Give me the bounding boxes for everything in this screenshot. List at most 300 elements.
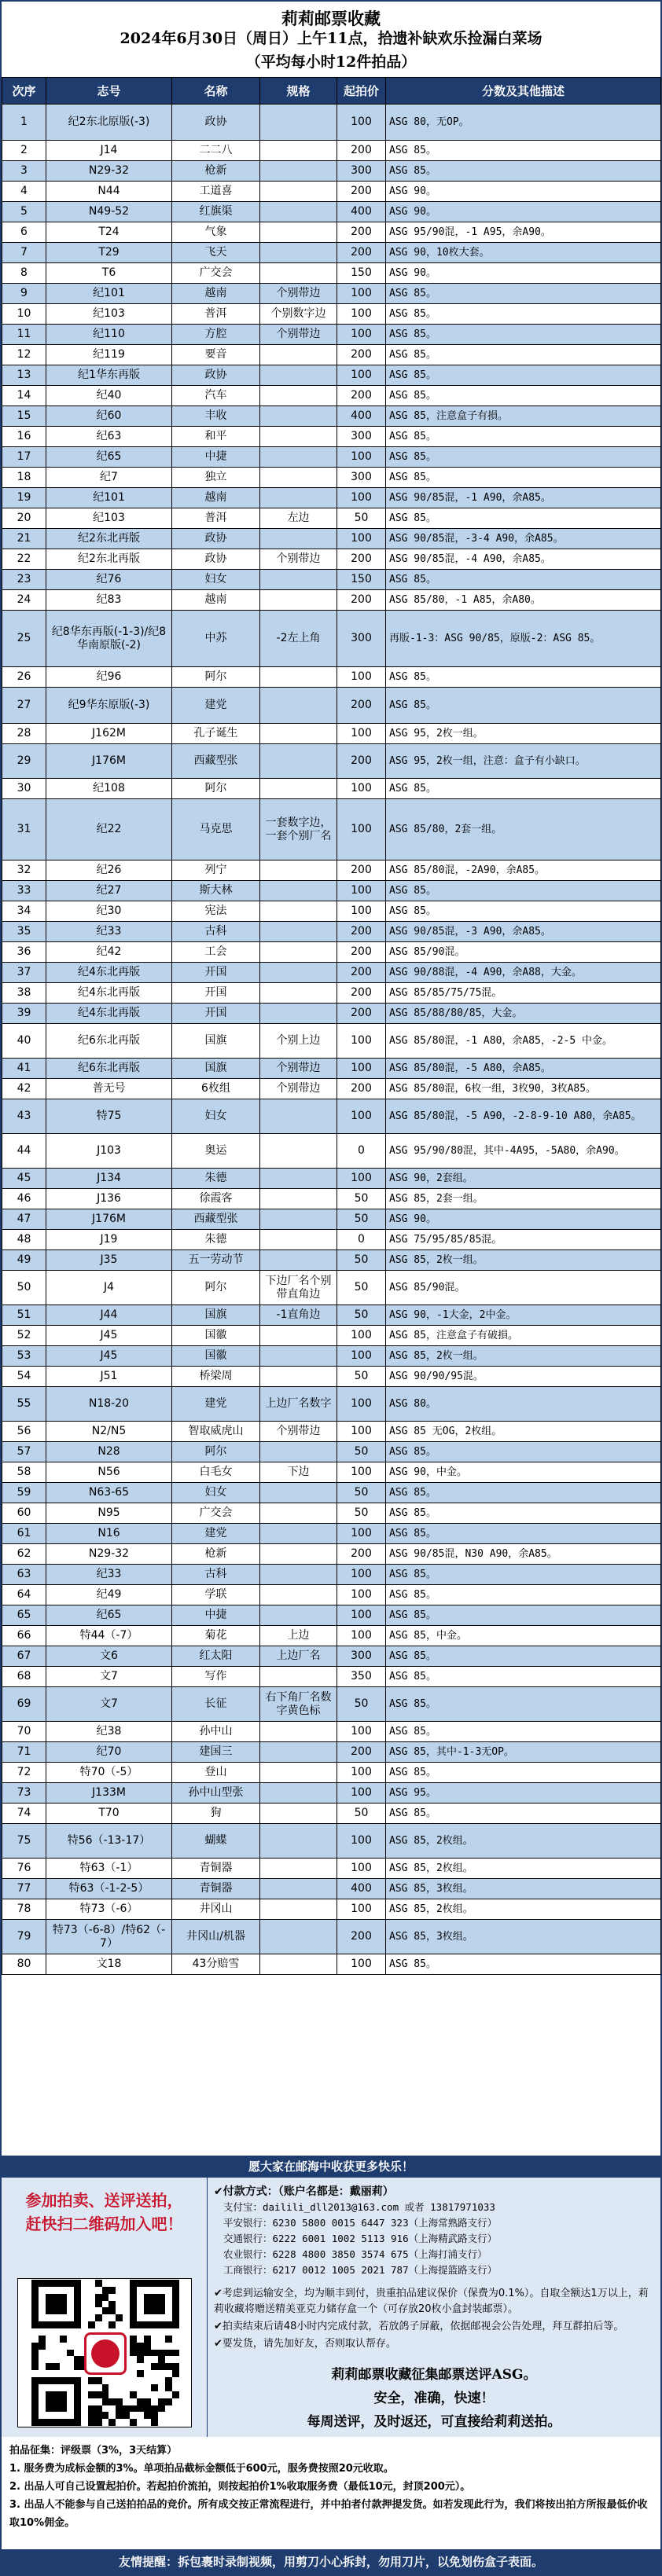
qr-module: [137, 2280, 144, 2287]
lot-start-price: 100: [337, 1954, 386, 1975]
lot-start-price: 0: [337, 1134, 386, 1169]
lot-spec: [260, 901, 337, 922]
table-row: [2, 427, 661, 447]
lot-code: 纪30: [46, 901, 172, 922]
qr-module: [151, 2321, 158, 2328]
lot-number: 57: [2, 1442, 46, 1462]
table-row: [2, 1503, 661, 1524]
lot-name: 阿尔: [172, 1271, 260, 1305]
lot-number: 30: [2, 779, 46, 799]
lot-spec: [260, 1099, 337, 1134]
lot-description: ASG 95/90混，-1 A95，余A90。: [386, 222, 661, 243]
qr-module: [60, 2405, 67, 2413]
lot-description: ASG 85。: [386, 468, 661, 488]
table-row: [2, 744, 661, 779]
qr-module: [88, 2321, 95, 2328]
qr-module: [108, 2419, 116, 2426]
lot-code: J4: [46, 1271, 172, 1305]
lot-spec: [260, 570, 337, 590]
lot-number: 55: [2, 1387, 46, 1422]
qr-module: [46, 2405, 53, 2413]
qr-module: [67, 2280, 74, 2287]
lot-code: 特70（-5）: [46, 1763, 172, 1783]
lot-name: 广交会: [172, 1503, 260, 1524]
lot-description: ASG 85，2枚一组。: [386, 1250, 661, 1271]
lot-start-price: 100: [337, 1524, 386, 1544]
lot-number: 15: [2, 406, 46, 427]
table-row: [2, 386, 661, 406]
qr-module: [95, 2280, 102, 2287]
qr-module: [108, 2321, 116, 2328]
lot-code: 特73（-6）: [46, 1899, 172, 1920]
lot-description: ASG 75/95/85/85混。: [386, 1230, 661, 1250]
lot-description: ASG 85。: [386, 779, 661, 799]
lot-start-price: 100: [337, 1626, 386, 1646]
lot-description: ASG 85。: [386, 688, 661, 724]
lot-start-price: 200: [337, 1920, 386, 1954]
table-row: [2, 1250, 661, 1271]
lot-description: ASG 85。: [386, 386, 661, 406]
lot-spec: [260, 983, 337, 1004]
lot-name: 井冈山: [172, 1899, 260, 1920]
lot-code: 纪26: [46, 861, 172, 881]
qr-module: [31, 2363, 39, 2370]
lot-description: ASG 85。: [386, 881, 661, 901]
lot-start-price: 100: [337, 1899, 386, 1920]
lot-description: ASG 85。: [386, 1483, 661, 1503]
qr-module: [144, 2294, 151, 2301]
lot-description: ASG 85/80混，-5 A80，余A85。: [386, 1059, 661, 1079]
table-row: [2, 1422, 661, 1442]
lot-description: ASG 85/80，2套一组。: [386, 799, 661, 861]
lot-start-price: 200: [337, 222, 386, 243]
lot-code: 纪40: [46, 386, 172, 406]
table-row: [2, 1004, 661, 1024]
qr-module: [130, 2301, 137, 2308]
lot-name: 43分赔雪: [172, 1954, 260, 1975]
lot-code: 纪22: [46, 799, 172, 861]
lot-number: 59: [2, 1483, 46, 1503]
lot-spec: [260, 141, 337, 161]
lot-number: 79: [2, 1920, 46, 1954]
lot-description: ASG 85/85/75/75混。: [386, 983, 661, 1004]
lot-start-price: 100: [337, 1585, 386, 1605]
table-row: [2, 1230, 661, 1250]
lot-number: 71: [2, 1742, 46, 1763]
qr-module: [74, 2321, 81, 2328]
qr-module: [74, 2314, 81, 2321]
lot-start-price: 50: [337, 1305, 386, 1326]
lot-number: 67: [2, 1646, 46, 1667]
lot-name: 马克思: [172, 799, 260, 861]
lot-start-price: 200: [337, 688, 386, 724]
qr-module: [116, 2314, 123, 2321]
lot-code: 纪4东北再版: [46, 983, 172, 1004]
qr-module: [137, 2370, 144, 2377]
lot-spec: [260, 942, 337, 963]
lot-number: 42: [2, 1079, 46, 1099]
lot-code: 纪9华东原版(-3): [46, 688, 172, 724]
table-row: [2, 1646, 661, 1667]
qr-module: [130, 2287, 137, 2294]
qr-module: [31, 2280, 39, 2287]
qr-module: [130, 2419, 137, 2426]
qr-module: [88, 2405, 95, 2413]
lot-name: 井冈山/机器: [172, 1920, 260, 1954]
table-row: [2, 1462, 661, 1483]
lot-start-price: 100: [337, 1099, 386, 1134]
lot-spec: -1直角边: [260, 1305, 337, 1326]
lot-number: 34: [2, 901, 46, 922]
lot-spec: 上边: [260, 1626, 337, 1646]
lot-code: 纪4东北再版: [46, 963, 172, 983]
lot-spec: [260, 263, 337, 284]
lot-code: T24: [46, 222, 172, 243]
column-header: 分数及其他描述: [386, 78, 661, 105]
lot-number: 38: [2, 983, 46, 1004]
lot-code: 纪70: [46, 1742, 172, 1763]
lot-code: N16: [46, 1524, 172, 1544]
table-row: [2, 799, 661, 861]
page-subtitle: 2024年6月30日（周日）上午11点，拾遗补缺欢乐捡漏白菜场: [120, 30, 542, 47]
lot-number: 68: [2, 1667, 46, 1687]
lot-start-price: 100: [337, 1422, 386, 1442]
lot-description: ASG 85，其中-1-3无OP。: [386, 1742, 661, 1763]
lot-number: 45: [2, 1169, 46, 1189]
lot-spec: [260, 1004, 337, 1024]
lot-name: 建党: [172, 1387, 260, 1422]
lot-name: 要音: [172, 345, 260, 365]
promo-section: [2, 2178, 660, 2437]
lot-number: 61: [2, 1524, 46, 1544]
qr-module: [74, 2280, 81, 2287]
lot-spec: 上边厂名: [260, 1646, 337, 1667]
lot-spec: [260, 447, 337, 468]
lot-spec: [260, 1189, 337, 1209]
payment-row: 支付宝：dailili_dll2013@163.com 或者 13817971033: [223, 2201, 495, 2213]
table-row: [2, 1899, 661, 1920]
qr-module: [102, 2398, 109, 2405]
lot-code: 纪83: [46, 590, 172, 611]
lot-spec: [260, 1667, 337, 1687]
lot-spec: 个别带边: [260, 1422, 337, 1442]
qr-module: [102, 2391, 109, 2398]
lot-name: 中捷: [172, 447, 260, 468]
lot-number: 7: [2, 243, 46, 263]
qr-module: [74, 2377, 81, 2384]
lot-code: J136: [46, 1189, 172, 1209]
lot-start-price: 200: [337, 1079, 386, 1099]
lot-number: 31: [2, 799, 46, 861]
qr-module: [108, 2301, 116, 2308]
lot-description: ASG 85，2枚组。: [386, 1859, 661, 1879]
lot-start-price: 400: [337, 406, 386, 427]
lot-spec: [260, 345, 337, 365]
lot-description: ASG 85，中金。: [386, 1626, 661, 1646]
qr-module: [95, 2314, 102, 2321]
lot-number: 21: [2, 529, 46, 549]
lot-number: 29: [2, 744, 46, 779]
lot-code: T29: [46, 243, 172, 263]
lot-code: 纪76: [46, 570, 172, 590]
qr-module: [31, 2412, 39, 2419]
lot-description: ASG 85。: [386, 1722, 661, 1742]
slogan-line: 莉莉邮票收藏征集邮票送评ASG。: [331, 2367, 537, 2383]
column-header: 起拍价: [337, 78, 386, 105]
lot-name: 气象: [172, 222, 260, 243]
lot-code: 纪7: [46, 468, 172, 488]
lot-start-price: 50: [337, 1804, 386, 1824]
lot-description: ASG 85/80，-1 A85，余A80。: [386, 590, 661, 611]
lot-spec: 下边厂名个别带直角边: [260, 1271, 337, 1305]
lot-description: ASG 85。: [386, 304, 661, 325]
table-row: [2, 488, 661, 508]
table-row: [2, 1783, 661, 1804]
lot-spec: 个别带边: [260, 549, 337, 570]
lot-code: J176M: [46, 744, 172, 779]
lot-name: 长征: [172, 1687, 260, 1722]
qr-module: [116, 2405, 123, 2413]
qr-module: [46, 2398, 53, 2405]
lot-start-price: 50: [337, 1483, 386, 1503]
lot-start-price: 100: [337, 799, 386, 861]
lot-start-price: 200: [337, 1004, 386, 1024]
qr-module: [151, 2294, 158, 2301]
qr-module: [60, 2419, 67, 2426]
table-row: [2, 1099, 661, 1134]
lot-number: 48: [2, 1230, 46, 1250]
lot-start-price: 200: [337, 1742, 386, 1763]
lot-code: J45: [46, 1346, 172, 1367]
lot-number: 12: [2, 345, 46, 365]
lot-code: 特63（-1-2-5）: [46, 1879, 172, 1899]
qr-module: [108, 2287, 116, 2294]
lot-code: 文7: [46, 1667, 172, 1687]
lot-code: 纪2东北再版: [46, 549, 172, 570]
qr-module: [137, 2398, 144, 2405]
qr-module: [137, 2343, 144, 2350]
lot-code: 文18: [46, 1954, 172, 1975]
qr-module: [88, 2377, 95, 2384]
lot-number: 63: [2, 1565, 46, 1585]
lot-start-price: 100: [337, 1059, 386, 1079]
lot-code: J134: [46, 1169, 172, 1189]
lot-start-price: 300: [337, 1646, 386, 1667]
lot-spec: [260, 1169, 337, 1189]
lot-code: J45: [46, 1326, 172, 1346]
lot-start-price: 100: [337, 1824, 386, 1859]
qr-module: [137, 2356, 144, 2363]
lot-code: 纪33: [46, 1565, 172, 1585]
table-row: [2, 1209, 661, 1230]
qr-module: [74, 2405, 81, 2413]
qr-module: [130, 2280, 137, 2287]
qr-module: [172, 2370, 179, 2377]
qr-module: [53, 2391, 60, 2398]
qr-module: [67, 2377, 74, 2384]
promo-line: 参加拍卖、送评送拍，: [25, 2191, 183, 2210]
table-row: [2, 1305, 661, 1326]
lot-start-price: 400: [337, 1879, 386, 1899]
qr-module: [53, 2377, 60, 2384]
lot-code: J162M: [46, 724, 172, 744]
lot-number: 22: [2, 549, 46, 570]
lot-spec: [260, 1783, 337, 1804]
lot-code: 纪65: [46, 1605, 172, 1626]
lot-number: 14: [2, 386, 46, 406]
qr-module: [53, 2280, 60, 2287]
table-row: [2, 284, 661, 304]
qr-module: [31, 2356, 39, 2363]
lot-name: 广交会: [172, 263, 260, 284]
lot-description: ASG 85/80混，-1 A80，余A85，-2-5 中金。: [386, 1024, 661, 1059]
table-row: [2, 529, 661, 549]
lot-description: ASG 85。: [386, 1763, 661, 1783]
qr-module: [102, 2412, 109, 2419]
lot-start-price: 200: [337, 549, 386, 570]
lot-start-price: 100: [337, 724, 386, 744]
lot-start-price: 0: [337, 1230, 386, 1250]
qr-module: [172, 2363, 179, 2370]
qr-code[interactable]: [17, 2278, 192, 2427]
lot-spec: [260, 182, 337, 202]
lot-number: 72: [2, 1763, 46, 1783]
rules-item: 3. 出品人不能参与自己送拍拍品的竞价。所有成交按正常流程进行，并中拍者付款押提发货。如若发现此行为，我们将按出拍方所报最低价收取10%佣金。: [9, 2499, 648, 2529]
lot-spec: [260, 222, 337, 243]
lot-description: ASG 85。: [386, 901, 661, 922]
lot-name: 桥梁周: [172, 1367, 260, 1387]
lot-name: 政协: [172, 365, 260, 386]
lot-number: 49: [2, 1250, 46, 1271]
lot-description: ASG 90/85混，-3 A90，余A85。: [386, 922, 661, 942]
table-row: [2, 1824, 661, 1859]
lot-spec: [260, 1859, 337, 1879]
lot-start-price: 50: [337, 1189, 386, 1209]
lot-number: 73: [2, 1783, 46, 1804]
lot-description: ASG 85。: [386, 345, 661, 365]
lot-spec: [260, 779, 337, 799]
qr-module: [74, 2301, 81, 2308]
lot-number: 52: [2, 1326, 46, 1346]
table-row: [2, 1954, 661, 1975]
qr-module: [172, 2307, 179, 2314]
lot-start-price: 100: [337, 1763, 386, 1783]
lot-name: 阿尔: [172, 1442, 260, 1462]
qr-logo-icon: [84, 2332, 127, 2375]
qr-module: [172, 2350, 179, 2357]
qr-module: [158, 2280, 165, 2287]
qr-module: [46, 2363, 53, 2370]
lots-table: [2, 77, 661, 1975]
lot-name: 汽车: [172, 386, 260, 406]
table-row: [2, 1169, 661, 1189]
qr-module: [31, 2350, 39, 2357]
qr-module: [53, 2419, 60, 2426]
lot-code: 特44（-7）: [46, 1626, 172, 1646]
lot-start-price: 200: [337, 922, 386, 942]
lot-spec: [260, 1524, 337, 1544]
lot-number: 69: [2, 1687, 46, 1722]
lot-name: 红旗渠: [172, 202, 260, 222]
lot-spec: 个别带边: [260, 325, 337, 345]
lot-number: 65: [2, 1605, 46, 1626]
table-row: [2, 667, 661, 688]
lot-start-price: 200: [337, 141, 386, 161]
qr-module: [31, 2301, 39, 2308]
qr-module: [74, 2363, 81, 2370]
lot-spec: 个别带边: [260, 1079, 337, 1099]
lot-spec: [260, 1250, 337, 1271]
lot-spec: [260, 1824, 337, 1859]
lot-spec: [260, 468, 337, 488]
lot-name: 阿尔: [172, 667, 260, 688]
table-row: [2, 1585, 661, 1605]
table-row: [2, 508, 661, 529]
lot-start-price: 100: [337, 1783, 386, 1804]
qr-module: [31, 2307, 39, 2314]
lot-description: ASG 90，10枚大套。: [386, 243, 661, 263]
lot-spec: 下边: [260, 1462, 337, 1483]
qr-module: [123, 2412, 130, 2419]
qr-module: [95, 2405, 102, 2413]
lot-code: 纪33: [46, 922, 172, 942]
lot-start-price: 200: [337, 182, 386, 202]
lot-description: ASG 90/85混，N30 A90，余A85。: [386, 1544, 661, 1565]
table-row: [2, 901, 661, 922]
qr-module: [95, 2412, 102, 2419]
lot-code: 文7: [46, 1687, 172, 1722]
lot-name: 政协: [172, 549, 260, 570]
lot-code: 普无号: [46, 1079, 172, 1099]
qr-module: [39, 2377, 46, 2384]
lot-spec: [260, 1442, 337, 1462]
lot-code: 纪108: [46, 779, 172, 799]
qr-module: [130, 2336, 137, 2343]
lot-start-price: 100: [337, 1326, 386, 1346]
page-note: （平均每小时12件拍品）: [245, 53, 417, 71]
qr-module: [116, 2412, 123, 2419]
qr-module: [53, 2398, 60, 2405]
lot-name: 丰收: [172, 406, 260, 427]
qr-module: [39, 2321, 46, 2328]
qr-module: [130, 2314, 137, 2321]
lot-description: ASG 85/90混。: [386, 1271, 661, 1305]
lot-description: ASG 85/88/80/85，大金。: [386, 1004, 661, 1024]
header: [2, 2, 660, 77]
qr-module: [172, 2321, 179, 2328]
lot-number: 10: [2, 304, 46, 325]
lot-number: 33: [2, 881, 46, 901]
lot-spec: [260, 1804, 337, 1824]
lot-start-price: 200: [337, 1544, 386, 1565]
table-row: [2, 325, 661, 345]
qr-module: [53, 2363, 60, 2370]
lot-spec: 个别带边: [260, 284, 337, 304]
lot-spec: [260, 744, 337, 779]
lot-number: 51: [2, 1305, 46, 1326]
lot-spec: [260, 1742, 337, 1763]
lot-spec: [260, 1565, 337, 1585]
lot-spec: [260, 724, 337, 744]
lot-name: 孙中山: [172, 1722, 260, 1742]
lot-name: 青铜器: [172, 1879, 260, 1899]
lot-number: 56: [2, 1422, 46, 1442]
lot-code: J103: [46, 1134, 172, 1169]
lot-start-price: 200: [337, 345, 386, 365]
lot-start-price: 100: [337, 1462, 386, 1483]
table-row: [2, 1271, 661, 1305]
lot-start-price: 300: [337, 427, 386, 447]
